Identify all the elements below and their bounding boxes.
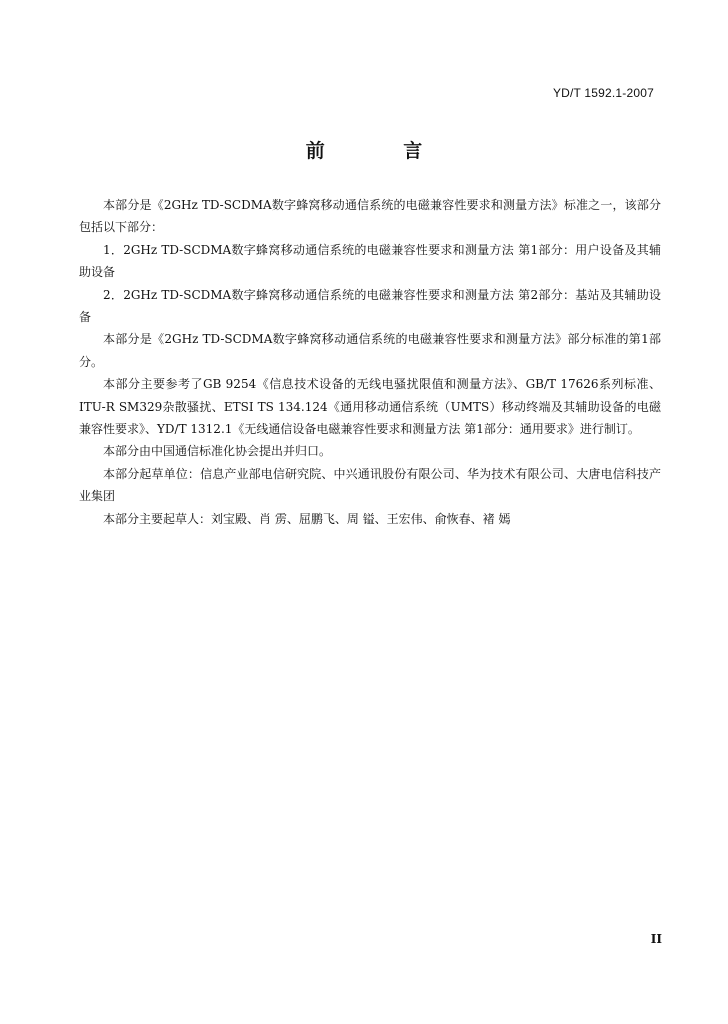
paragraph-intro: 本部分是《2GHz TD-SCDMA数字蜂窝移动通信系统的电磁兼容性要求和测量方法》标准之一，该部分包括以下部分： (79, 198, 661, 235)
paragraph-references: 本部分主要参考了GB 9254《信息技术设备的无线电骚扰限值和测量方法》、GB/T 17626系列标准、ITU-R SM329杂散骚扰、ETSI TS 134.124《通用移动通信系统（UMTS）移动终端及其辅助设备的电磁兼容性要求》、YD/T 1312.1《无线通信设备电磁兼容性要求和测量方法 第1部分：通用要求》进行制订。 (79, 377, 661, 437)
paragraph-part-2: 2．2GHz TD-SCDMA数字蜂窝移动通信系统的电磁兼容性要求和测量方法 第2部分：基站及其辅助设备 (79, 287, 661, 325)
page-title: 前 言 (305, 140, 459, 162)
foreword-body (79, 194, 661, 530)
standard-code: YD/T 1592.1-2007 (552, 86, 654, 100)
paragraph-proposer: 本部分由中国通信标准化协会提出并归口。 (103, 444, 332, 459)
paragraph-this-part: 本部分是《2GHz TD-SCDMA数字蜂窝移动通信系统的电磁兼容性要求和测量方法》部分标准的第1部分。 (79, 332, 661, 369)
paragraph-drafting-units: 本部分起草单位：信息产业部电信研究院、中兴通讯股份有限公司、华为技术有限公司、大唐电信科技产业集团 (79, 466, 661, 504)
paragraph-drafters: 本部分主要起草人：刘宝殿、肖 雳、屈鹏飞、周 镒、王宏伟、俞恢春、褚 嫣 (103, 511, 511, 526)
paragraph-part-1: 1．2GHz TD-SCDMA数字蜂窝移动通信系统的电磁兼容性要求和测量方法 第1部分：用户设备及其辅助设备 (79, 242, 661, 280)
page-number: II (650, 932, 662, 946)
